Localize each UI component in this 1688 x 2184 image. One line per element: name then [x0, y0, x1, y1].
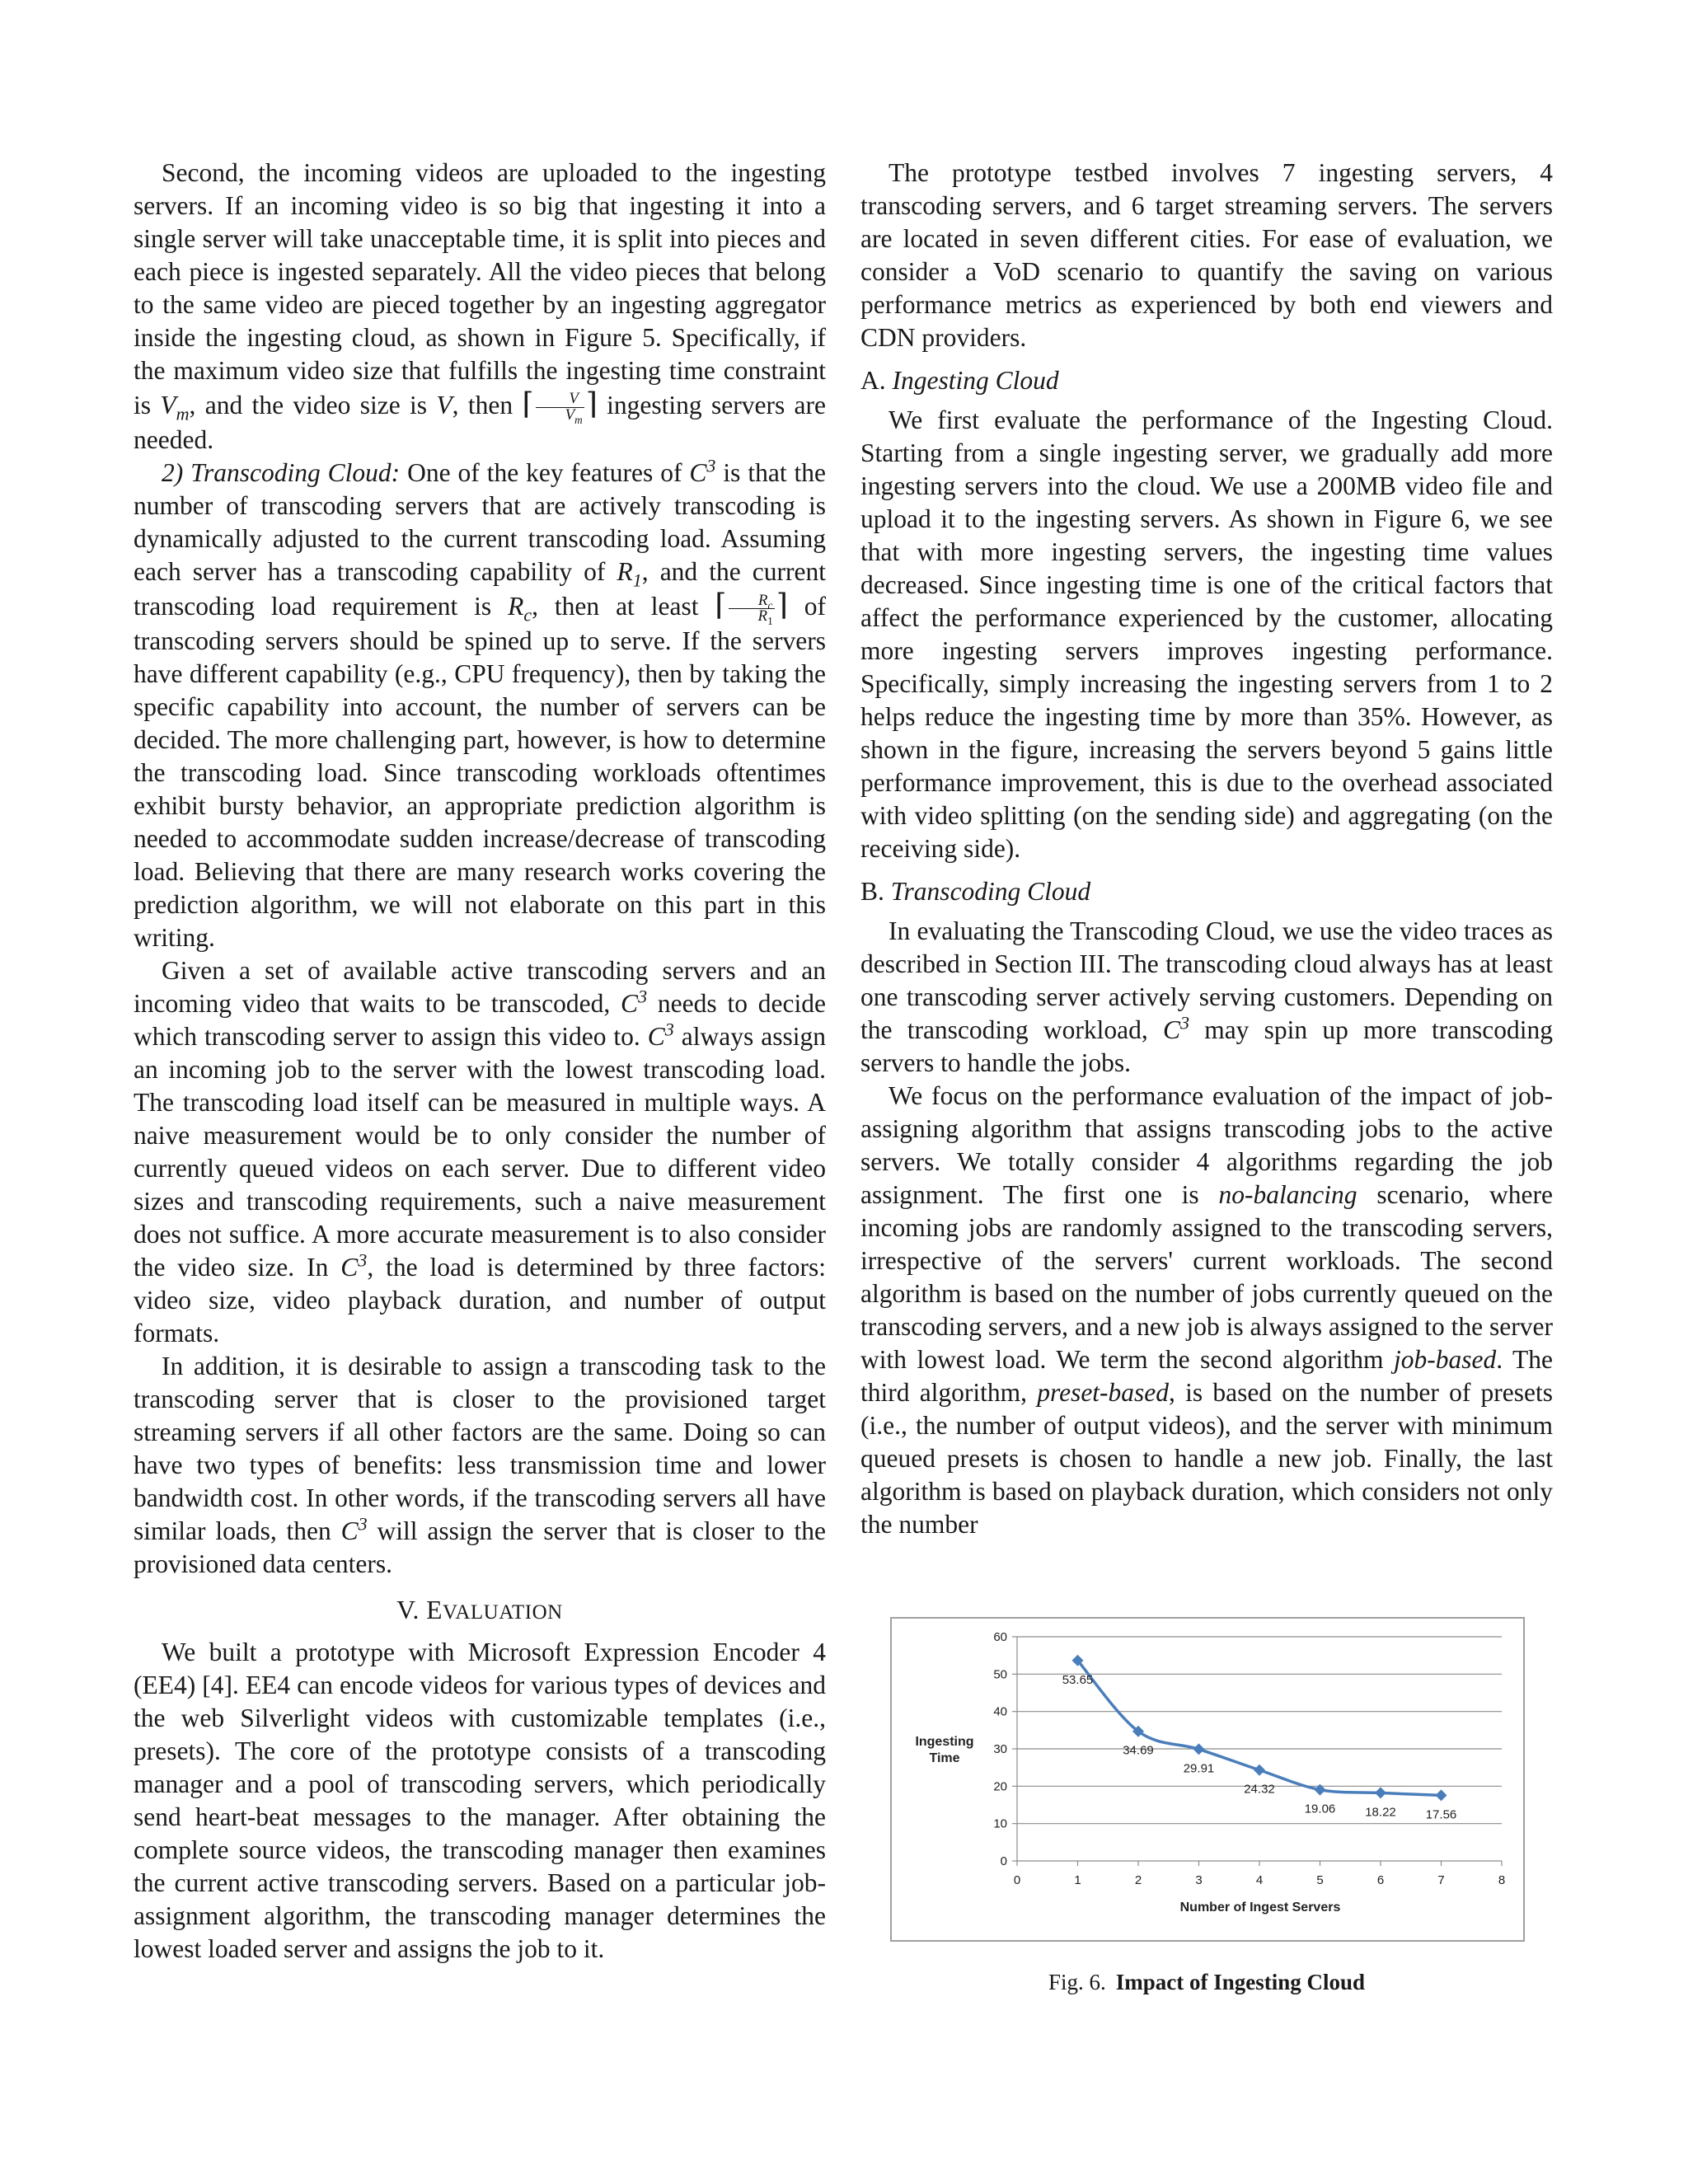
x-tick-label: 5 — [1316, 1873, 1324, 1887]
data-label: 19.06 — [1304, 1802, 1336, 1816]
data-point — [1254, 1765, 1265, 1776]
data-label: 18.22 — [1365, 1805, 1396, 1820]
y-tick-label: 20 — [993, 1779, 1007, 1794]
x-tick-label: 7 — [1437, 1873, 1445, 1887]
paragraph-label: 2) Transcoding Cloud: — [162, 458, 401, 488]
paragraph: Given a set of available active transcoding servers and an incoming video that waits to be transcoded, $C^3$ needs to decide which transcoding server to assign this video to. $C^3$ always assign an incoming job to the server with the lowest transcoding load. The transcoding load itself can be measured in multiple ways. A naive measurement would be to only consider the number of currently queued videos on each server. Due to different video sizes and transcoding requirements, such a naive measurement does not suffice. A more accurate measurement is to also consider the video size. In $C^3$, the load is determined by three factors: video size, video playback duration, and number of output formats. — [134, 956, 826, 1348]
x-axis-label: Number of Ingest Servers — [1179, 1900, 1341, 1915]
y-tick-label: 40 — [993, 1704, 1007, 1719]
y-tick-label: 60 — [993, 1630, 1007, 1644]
paragraph: We built a prototype with Microsoft Expression Encoder 4 (EE4) [4]. EE4 can encode videos for various types of devices and the web Silverlight videos with customizable templates (i.e., presets). The core of the prototype consists of a transcoding manager and a pool of transcoding servers, which periodically send heart-beat messages to the manager. After obtaining the complete source videos, the transcoding manager then examines the current active transcoding servers. Based on a particular job-assignment algorithm, the transcoding manager determines the lowest loaded server and assigns the job to it. — [134, 1638, 826, 1964]
y-tick-label: 50 — [993, 1667, 1007, 1682]
section-heading: V. EVALUATION — [396, 1596, 563, 1625]
data-point — [1315, 1784, 1326, 1796]
y-tick-label: 10 — [993, 1816, 1007, 1831]
figure-6 — [890, 1617, 1525, 1942]
paragraph: We focus on the performance evaluation of the impact of job-assigning algorithm that assigns transcoding jobs to the active servers. We totally consider 4 algorithms regarding the job assignment. The first one is no-balancing scenario, where incoming jobs are randomly assigned to the transcoding servers, irrespective of the servers' current workloads. The second algorithm is based on the number of jobs currently queued on the transcoding servers, and a new job is always assigned to the server with lowest load. We term the second algorithm job-based. The third algorithm, preset-based, is based on the number of presets (i.e., the number of output videos), and the server with minimum queued presets is chosen to handle a new job. Finally, the last algorithm is based on playback duration, which considers not only the number — [860, 1081, 1553, 1539]
x-tick-label: 2 — [1134, 1873, 1142, 1887]
ingesting-time-chart — [892, 1619, 1523, 1940]
x-tick-label: 0 — [1013, 1873, 1021, 1887]
right-column — [860, 157, 1553, 1541]
fraction: $\frac{V}{V_m}$ — [536, 391, 584, 424]
paragraph: In evaluating the Transcoding Cloud, we use the video traces as described in Section III. The transcoding cloud always has at least one transcoding server actively serving customers. Depending on the transcoding workload, $C^3$ may spin up more transcoding servers to handle the jobs. — [860, 916, 1553, 1077]
x-tick-label: 4 — [1255, 1873, 1264, 1887]
caption-title: Impact of Ingesting Cloud — [1115, 1970, 1366, 1994]
data-point — [1193, 1743, 1205, 1755]
y-tick-label: 30 — [993, 1742, 1007, 1756]
paragraph: The prototype testbed involves 7 ingesting servers, 4 transcoding servers, and 6 target streaming servers. The servers are located in seven different cities. For ease of evaluation, we consider a VoD scenario to quantify the saving on various performance metrics as experienced by both end viewers and CDN providers. — [860, 158, 1553, 352]
fraction: $\frac{R_c}{R_1}$ — [729, 593, 775, 626]
x-tick-label: 8 — [1498, 1873, 1506, 1887]
y-axis-label: Ingesting — [915, 1735, 974, 1749]
caption-label: Fig. 6. — [1048, 1970, 1106, 1994]
subsection-heading: A. Ingesting Cloud — [860, 366, 1059, 395]
y-tick-label: 0 — [1000, 1854, 1007, 1868]
paragraph: 2) Transcoding Cloud: One of the key features of $C^3$ is that the number of transcoding servers that are actively transcoding is dynamically adjusted to the current transcoding load. Assuming each server has a transcoding capability of $R_1$, and the current transcoding load requirement is $R_c$, then at least ⌈ $\frac{R_c}{R_1}$ ⌉ of transcoding servers should be spined up to serve. If the servers have different capability (e.g., CPU frequency), then by taking the specific capability into account, the number of servers can be decided. The more challenging part, however, is how to determine the transcoding load. Since transcoding workloads oftentimes exhibit bursty behavior, an appropriate prediction algorithm is needed to accommodate sudden increase/decrease of transcoding load. Believing that there are many research works covering the prediction algorithm, we will not elaborate on this part in this writing. — [134, 455, 826, 953]
data-point — [1375, 1787, 1386, 1798]
paragraph: In addition, it is desirable to assign a transcoding task to the transcoding server that is closer to the provisioned target streaming servers if all other factors are the same. Doing so can have two types of benefits: less transmission time and lower bandwidth cost. In other words, if the transcoding servers all have similar loads, then $C^3$ will assign the server that is closer to the provisioned data centers. — [134, 1352, 826, 1579]
data-label: 53.65 — [1062, 1672, 1094, 1687]
paragraph: We first evaluate the performance of the Ingesting Cloud. Starting from a single ingesting server, we gradually add more ingesting servers into the cloud. We use a 200MB video file and upload it to the ingesting servers. As shown in Figure 6, we see that with more ingesting servers, the ingesting time values decreased. Since ingesting time is one of the critical factors that affect the performance experienced by the customer, allocating more ingesting servers improves ingesting performance. Specifically, simply increasing the ingesting servers from 1 to 2 helps reduce the ingesting time by more than 35%. However, as shown in the figure, increasing the servers beyond 5 gains little performance improvement, this is due to the overhead associated with video splitting (on the sending side) and aggregating (on the receiving side). — [860, 405, 1553, 863]
data-label: 29.91 — [1183, 1761, 1215, 1776]
subsection-heading: B. Transcoding Cloud — [860, 877, 1091, 906]
data-label: 17.56 — [1425, 1807, 1457, 1822]
x-tick-label: 1 — [1074, 1873, 1081, 1887]
figure-caption — [857, 1970, 1556, 1995]
x-tick-label: 6 — [1376, 1873, 1385, 1887]
data-label: 24.32 — [1244, 1782, 1275, 1797]
left-column — [134, 157, 826, 1966]
data-point — [1436, 1789, 1447, 1801]
x-tick-label: 3 — [1195, 1873, 1203, 1887]
data-label: 34.69 — [1123, 1743, 1154, 1758]
paragraph: Second, the incoming videos are uploaded to the ingesting servers. If an incoming video is so big that ingesting it into a single server will take unacceptable time, it is split into pieces and each piece is ingested separately. All the video pieces that belong to the same video are pieced together by an ingesting aggregator inside the ingesting cloud, as shown in Figure 5. Specifically, if the maximum video size that fulfills the ingesting time constraint is $V_m$, and the video size is V, then ⌈ $\frac{V}{V_m}$ ⌉ ingesting servers are needed. — [134, 158, 827, 455]
y-axis-label: Time — [929, 1751, 960, 1765]
